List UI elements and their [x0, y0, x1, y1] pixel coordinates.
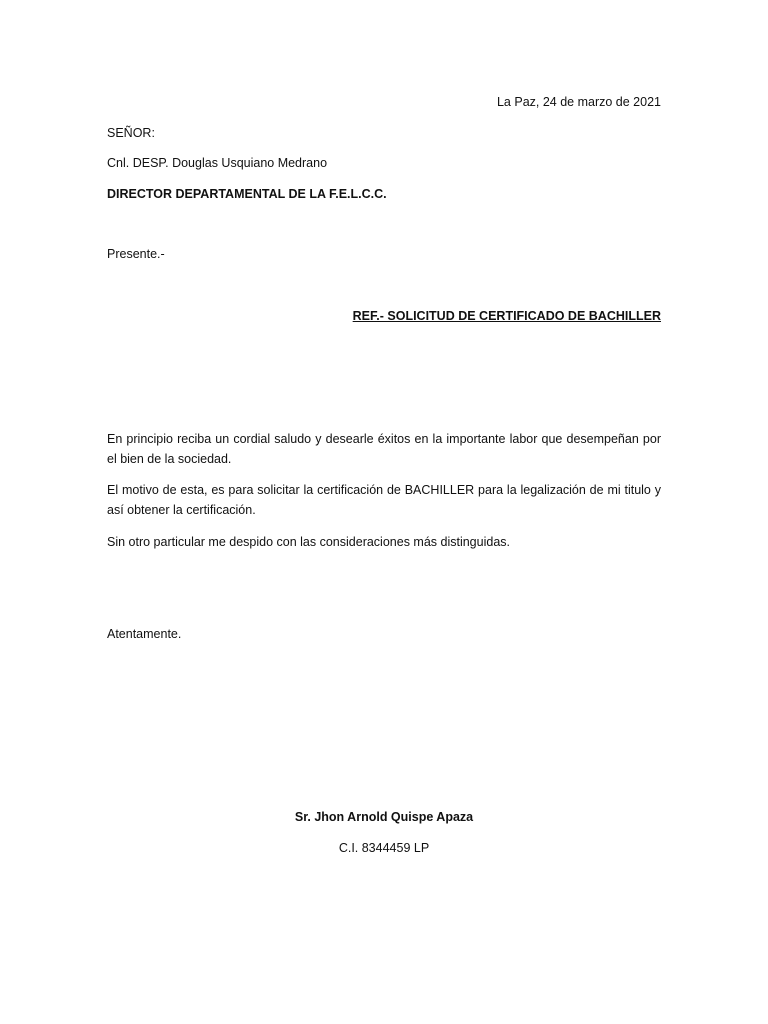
- salutation: SEÑOR:: [107, 126, 155, 140]
- closing-line: Atentamente.: [107, 627, 182, 641]
- recipient-name: Cnl. DESP. Douglas Usquiano Medrano: [107, 156, 328, 170]
- reference-line: REF.- SOLICITUD DE CERTIFICADO DE BACHILLER: [352, 309, 661, 323]
- signer-id: C.I. 8344459 LP: [338, 841, 430, 855]
- paragraph-greeting: En principio reciba un cordial saludo y desearle éxitos en la importante labor que desempeñan por el bien de la sociedad.: [107, 432, 661, 466]
- paragraph-farewell: Sin otro particular me despido con las consideraciones más distinguidas.: [107, 535, 510, 549]
- signer-name: Sr. Jhon Arnold Quispe Apaza: [294, 810, 474, 824]
- recipient-title: DIRECTOR DEPARTAMENTAL DE LA F.E.L.C.C.: [107, 187, 387, 201]
- paragraph-purpose: El motivo de esta, es para solicitar la certificación de BACHILLER para la legalización de mi titulo y así obtener la certificación.: [107, 483, 661, 517]
- letter-date: La Paz, 24 de marzo de 2021: [496, 95, 661, 109]
- presente-line: Presente.-: [107, 247, 165, 261]
